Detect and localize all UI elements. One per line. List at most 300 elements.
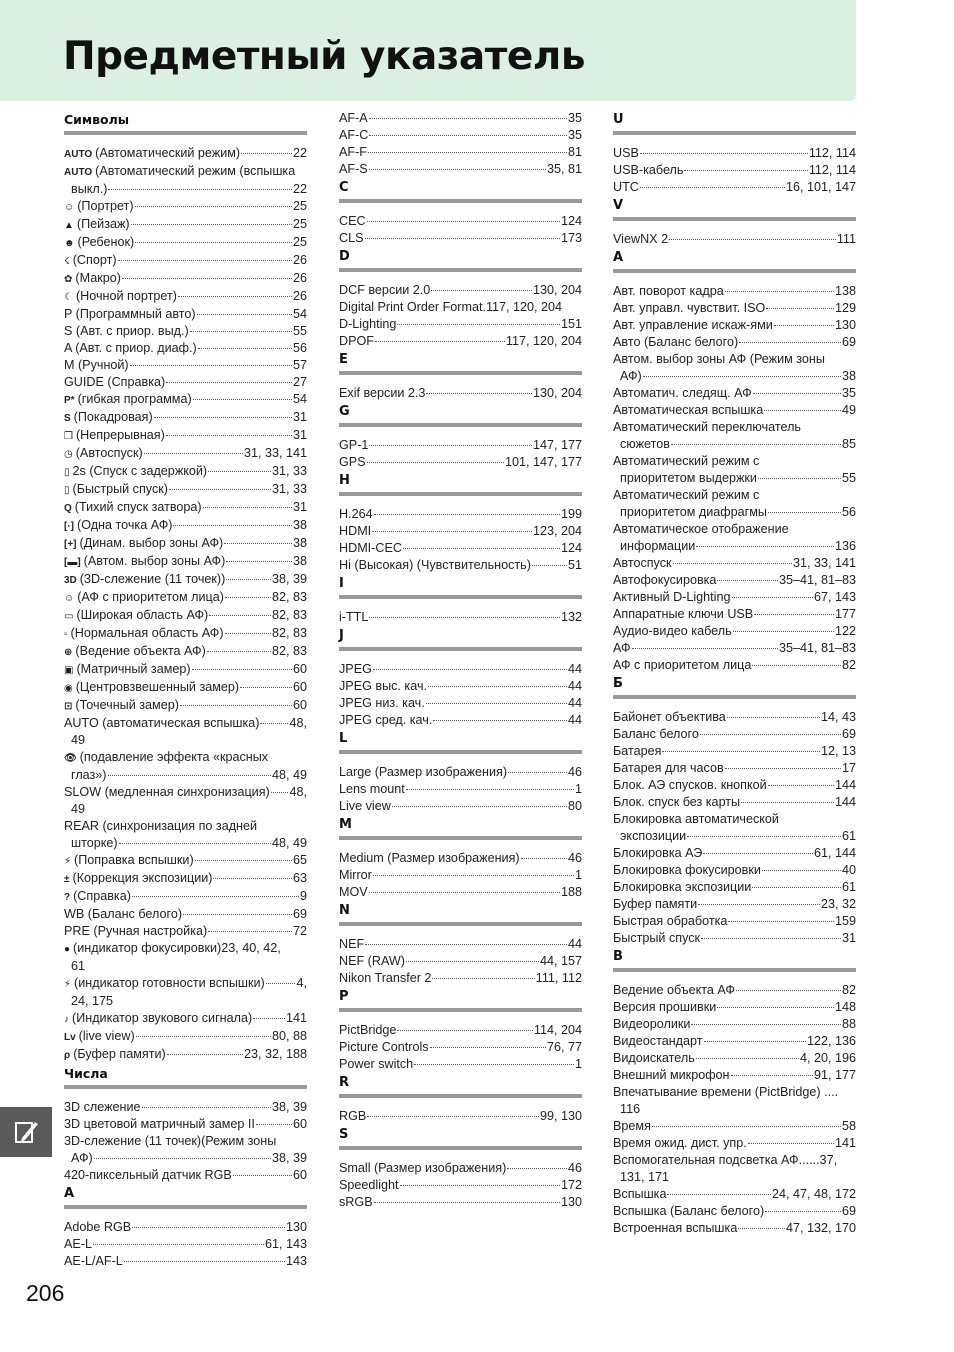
entry-symbol-icon: ρ [64,1050,71,1061]
dot-leader [256,1124,292,1125]
dot-leader [367,1116,539,1117]
dot-leader [167,1054,243,1055]
entry-symbol-icon: AUTO [64,167,93,178]
section-divider [339,423,582,427]
index-entry [613,1033,856,1050]
section-divider [339,1146,582,1150]
dot-leader [197,314,292,315]
index-term: (Ночной портрет) [75,289,177,303]
index-entry [339,884,582,901]
index-entry [613,334,856,351]
index-entry [64,852,307,870]
dot-leader [406,789,574,790]
index-term-cont: приоритетом диафрагмы [620,505,767,519]
index-term: USB [613,146,639,160]
page-ref: 46 [567,765,582,779]
entry-symbol-icon: 👁 [64,753,77,764]
index-term: (Матричный замер) [76,662,191,676]
index-term: (Центровзвешенный замер) [75,680,240,694]
section-divider [64,1085,307,1089]
page-ref: 14, 43 [820,710,856,724]
section-heading: G [339,404,350,419]
index-term: (Точечный замер) [75,698,179,712]
section-heading: А [613,250,624,265]
index-term: Время ожид. дист. упр. [613,1136,747,1150]
index-term: Авт. управление искаж-ями [613,318,773,332]
page-ref: 25 [292,199,307,213]
index-entry [64,679,307,697]
index-term: Вспышка (Баланс белого) [613,1204,765,1218]
index-entry [613,879,856,896]
index-entry [613,726,856,743]
entry-symbol-icon: ⊡ [64,701,73,712]
index-entry [613,606,856,623]
index-entry [64,571,307,589]
index-entry [613,300,856,317]
index-entry [613,623,856,640]
index-term: Быстрый спуск [613,931,701,945]
page-ref: 141 [285,1011,307,1025]
page-ref: 82, 83 [271,626,307,640]
index-entry [339,282,582,299]
page-ref: 117, 120, 204 [505,334,582,348]
dot-leader [190,331,292,332]
index-entry [64,553,307,571]
index-term: Picture Controls [339,1040,429,1054]
dot-leader [369,135,567,136]
index-entry [339,523,582,540]
section-divider [64,131,307,135]
dot-leader [195,860,292,861]
index-entry [339,110,582,127]
page-ref: 38 [292,518,307,532]
index-entry-line [64,940,307,958]
dot-leader [406,961,539,962]
page-ref: 9 [299,889,307,903]
page-ref: 35–41, 81–83 [778,641,856,655]
page-ref: 27 [292,375,307,389]
page-ref: 143 [285,1254,307,1268]
dot-leader [736,990,841,991]
index-term: Видеостандарт [613,1034,703,1048]
page-ref: 4, [296,976,307,990]
page-ref: 25 [292,217,307,231]
dot-leader [684,170,807,171]
page-ref: 48, 49 [271,768,307,782]
index-term: WB (Баланс белого) [64,907,183,921]
page-ref: 130 [560,1195,582,1209]
dot-leader [700,734,841,735]
dot-leader [369,118,567,119]
index-entry-line [613,487,856,504]
dot-leader [144,453,243,454]
index-term: 2s (Спуск с задержкой) [72,464,208,478]
dot-leader [640,187,785,188]
index-term: USB-кабель [613,163,684,177]
index-term: JPEG сред. кач. [339,713,433,727]
dot-leader [392,806,567,807]
page-ref: 49 [841,403,856,417]
index-term-cont: 49 [71,802,86,816]
index-term: GUIDE (Справка) [64,375,166,389]
index-entry [339,333,582,350]
index-entry [339,712,582,729]
entry-symbol-icon: 3D [64,575,77,586]
index-entry [613,1084,856,1118]
dot-leader [414,1064,574,1065]
page-ref: 16, 101, 147 [785,180,856,194]
index-entry [613,589,856,606]
index-entry [339,781,582,798]
index-term: АФ с приоритетом лица [613,658,752,672]
page-ref: 136 [834,539,856,553]
index-entry [613,913,856,930]
page-ref: 1 [574,868,582,882]
dot-leader [774,325,834,326]
index-term: DCF версии 2.0 [339,283,431,297]
dot-leader [507,1168,567,1169]
page-ref: 44 [567,679,582,693]
dot-leader [369,617,560,618]
dot-leader [225,597,271,598]
section-divider [339,1094,582,1098]
dot-leader [430,1047,546,1048]
index-term: (Тихий спуск затвора) [74,500,202,514]
index-term: (Ведение объекта АФ) [75,644,206,658]
page-ref: 130, 204 [532,386,582,400]
dot-leader [372,531,532,532]
section-heading: U [613,112,624,127]
dot-leader [118,260,292,261]
dot-leader [208,931,292,932]
index-entry [64,357,307,374]
index-entry [64,535,307,553]
entry-symbol-icon: ☺ [64,202,75,213]
dot-leader [124,1261,285,1262]
index-entry [339,454,582,471]
index-term: Medium (Размер изображения) [339,851,520,865]
dot-leader [365,944,567,945]
index-entry [64,923,307,940]
title-banner [0,0,856,101]
index-term: (3D-слежение (11 точек)) [79,572,226,586]
index-entry-continuation [613,828,856,845]
index-term: Digital Print Order Format.117, 120, 204 [339,300,563,314]
page-ref: 188 [560,885,582,899]
dot-leader [208,471,271,472]
page-ref: 61, 143 [264,1237,307,1251]
section-heading: H [339,473,350,488]
dot-leader [752,887,841,888]
index-term: AUTO (автоматическая вспышка) [64,716,260,730]
index-entry [64,888,307,906]
dot-leader [725,768,841,769]
index-entry [613,999,856,1016]
page-ref: 31, 33 [271,464,307,478]
index-entry [64,306,307,323]
index-term: (Динам. выбор зоны АФ) [79,536,224,550]
index-term: Автоматический режим с [613,488,760,502]
index-term: 3D слежение [64,1100,141,1114]
section-divider [339,268,582,272]
entry-symbol-icon: ❐ [64,431,73,442]
page-ref: 26 [292,289,307,303]
index-term: Lens mount [339,782,405,796]
index-term: CLS [339,231,364,245]
dot-leader [266,983,296,984]
dot-leader [698,904,820,905]
index-term: Автом. выбор зоны АФ (Режим зоны [613,352,825,366]
dot-leader [704,1041,806,1042]
index-entry [64,1046,307,1064]
dot-leader [673,563,792,564]
dot-leader [367,221,560,222]
page-ref: 112, 114 [808,146,856,160]
index-term: JPEG выс. кач. [339,679,428,693]
index-term: Встроенная вспышка [613,1221,738,1235]
index-entry [339,1194,582,1211]
index-entry [339,299,582,316]
section-divider [613,131,856,135]
page-ref: 38, 39 [271,1100,307,1114]
index-column-3 [613,110,856,1237]
dot-leader [203,507,292,508]
pencil-note-icon [13,1119,39,1145]
page-ref: 60 [292,1117,307,1131]
index-term: S (Авт. с приор. выд.) [64,324,189,338]
index-entry [613,896,856,913]
entry-symbol-icon: ☾ [64,292,73,303]
dot-leader [741,802,834,803]
index-term: NEF [339,937,365,951]
index-term: Автоматич. следящ. АФ [613,386,752,400]
dot-leader [180,705,292,706]
dot-leader [178,296,292,297]
section-heading: В [613,949,623,964]
index-entry [64,1253,307,1270]
page-ref: 35 [567,111,582,125]
index-entry-line [64,975,307,993]
index-entry [613,1186,856,1203]
index-term-cont: 61 [71,959,86,973]
index-entry [339,661,582,678]
index-term: 420-пиксельный датчик RGB [64,1168,232,1182]
index-term: Авт. поворот кадра [613,284,724,298]
index-entry [339,936,582,953]
dot-leader [669,239,836,240]
index-term: Время [613,1119,651,1133]
index-term: i-TTL [339,610,369,624]
index-entry [64,481,307,499]
index-term-cont: глаз») [71,768,107,782]
page-ref: 173 [560,231,582,245]
index-entry [613,794,856,811]
index-term-cont: 116 [620,1102,641,1116]
index-term: (Автом. выбор зоны АФ) [83,554,226,568]
index-term: Внешний микрофон [613,1068,730,1082]
dot-leader [752,665,841,666]
section-divider [339,750,582,754]
dot-leader [193,399,292,400]
dot-leader [727,717,820,718]
index-entry [64,234,307,252]
section-heading: C [339,180,349,195]
index-term: 3D цветовой матричный замер II [64,1117,255,1131]
index-term: Nikon Transfer 2 [339,971,432,985]
index-term: Активный D-Lighting [613,590,731,604]
index-term: Аппаратные ключи USB [613,607,754,621]
page-ref: 35, 81 [546,162,582,176]
chapter-tab[interactable] [0,1107,52,1157]
index-entry-continuation [64,958,307,975]
index-term: H.264 [339,507,373,521]
index-term: SLOW (медленная синхронизация) [64,785,270,799]
page-ref: 38 [292,554,307,568]
section-heading: Символы [64,112,130,127]
dot-leader [733,631,834,632]
page-ref: 69 [292,907,307,921]
section-heading: S [339,1127,349,1142]
page-ref: 55 [292,324,307,338]
page-ref: 114, 204 [533,1023,582,1037]
index-entry [613,572,856,589]
index-term: Блокировка фокусировки [613,863,761,877]
page-ref: 48, 49 [271,836,307,850]
index-entry-line [613,419,856,436]
section-divider [339,1008,582,1012]
index-term: (Одна точка АФ) [77,518,173,532]
index-term: АФ [613,641,631,655]
index-entry [64,1167,307,1184]
dot-leader [728,921,834,922]
index-entry-line [64,1133,307,1150]
index-term: Баланс белого [613,727,699,741]
index-term: Вспышка [613,1187,667,1201]
dot-leader [762,870,841,871]
dot-leader [365,238,560,239]
dot-leader [93,1244,264,1245]
page-ref: 12, 13 [820,744,856,758]
index-entry [613,351,856,385]
dot-leader [632,648,778,649]
dot-leader [253,1018,285,1019]
entry-symbol-icon: ⊕ [64,647,73,658]
index-entry [339,161,582,178]
dot-leader [701,938,841,939]
dot-leader [403,548,560,549]
entry-symbol-icon: ▭ [64,611,74,622]
entry-symbol-icon: P* [64,395,75,406]
index-term: AF-C [339,128,369,142]
index-entry [64,589,307,607]
page-ref: 31 [841,931,856,945]
section-divider [613,968,856,972]
dot-leader [374,1202,560,1203]
page-ref: 122, 136 [806,1034,856,1048]
index-entry [613,1118,856,1135]
page-ref: 76, 77 [546,1040,582,1054]
index-entry [64,198,307,216]
dot-leader [397,1030,533,1031]
index-entry [64,463,307,481]
page-ref: 54 [292,392,307,406]
section-divider [339,595,582,599]
index-entry [613,487,856,521]
entry-symbol-icon: Lv [64,1032,76,1043]
index-entry [64,499,307,517]
index-entry [613,930,856,947]
index-entry [613,453,856,487]
index-entry [64,975,307,1010]
dot-leader [154,417,292,418]
index-entry [613,743,856,760]
dot-leader [725,291,834,292]
page-ref: 91, 177 [813,1068,856,1082]
section-divider [339,371,582,375]
index-entry-continuation [64,835,307,852]
page-ref: 23, 32 [820,897,856,911]
dot-leader [532,565,567,566]
entry-symbol-icon: ± [64,874,70,885]
index-entry [613,1016,856,1033]
index-entry [64,374,307,391]
index-term: (Нормальная область АФ) [70,626,224,640]
page-ref: 130 [285,1220,307,1234]
index-entry [339,385,582,402]
page-ref: 1 [574,782,582,796]
dot-leader [135,242,292,243]
index-term: P (Программный авто) [64,307,196,321]
index-entry [64,607,307,625]
index-entry [339,764,582,781]
index-entry-continuation [64,732,307,749]
index-term: PRE (Ручная настройка) [64,924,208,938]
page-ref: 80 [567,799,582,813]
index-term: Ведение объекта АФ [613,983,735,997]
index-term: GP-1 [339,438,369,452]
section-heading: M [339,817,352,832]
page-ref: 111, 112 [535,971,582,985]
dot-leader [426,703,567,704]
page-ref: 67, 143 [813,590,856,604]
page-ref: 138 [834,284,856,298]
index-entry [613,231,856,248]
section-heading: N [339,903,350,918]
page-ref: 38, 39 [271,1151,307,1165]
page-ref: 48, [289,716,307,730]
index-entry [613,317,856,334]
index-term: PictBridge [339,1023,397,1037]
page-ref: 1 [574,1057,582,1071]
index-term: 3D-слежение (11 точек)(Режим зоны [64,1134,277,1148]
index-entry-continuation [613,504,856,521]
index-entry [64,163,307,198]
page-ref: 26 [292,271,307,285]
index-entry [613,145,856,162]
dot-leader [240,687,292,688]
index-term: AF-S [339,162,368,176]
dot-leader [367,462,504,463]
dot-leader [768,512,841,513]
dot-leader [758,478,841,479]
dot-leader [119,843,271,844]
page-ref: 25 [292,235,307,249]
dot-leader [142,1107,271,1108]
page-ref: 40 [841,863,856,877]
index-entry [339,609,582,626]
page-ref: 44, 157 [539,954,582,968]
index-entry [64,1219,307,1236]
